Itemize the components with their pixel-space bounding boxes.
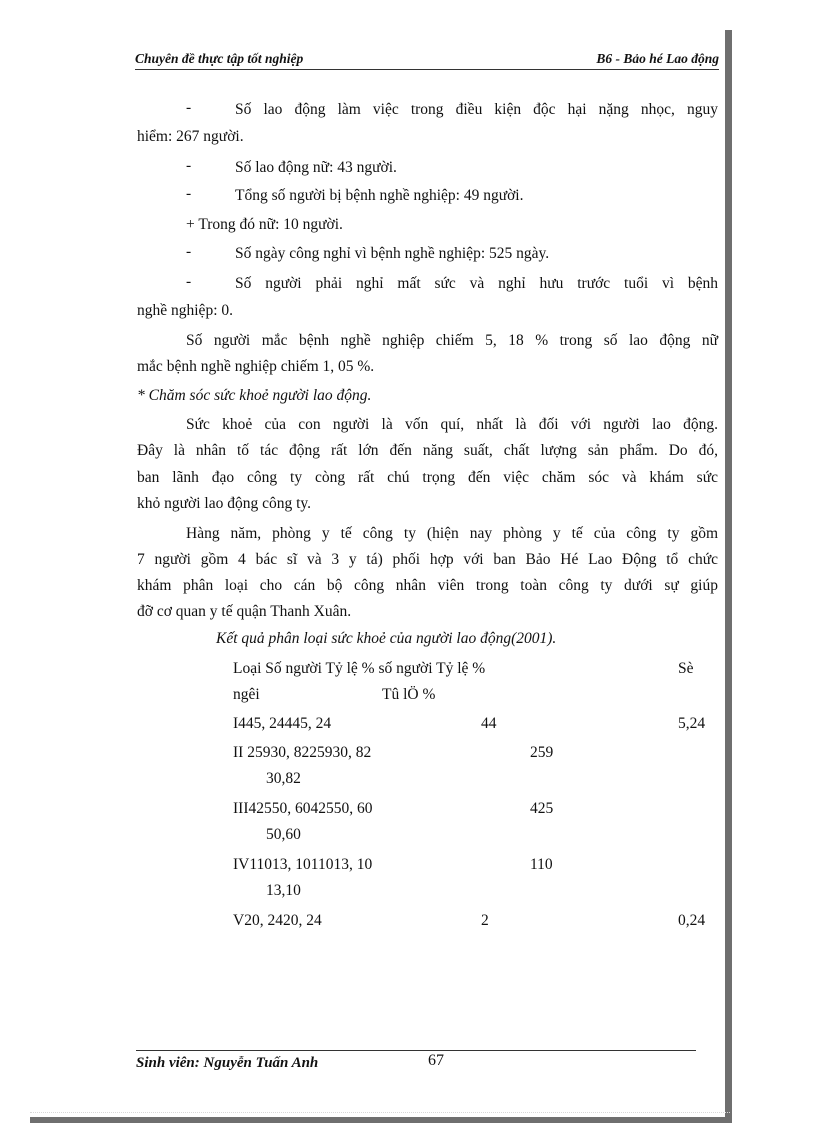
table-header-right: Sè (678, 660, 694, 677)
page-border-bottom (30, 1117, 732, 1123)
paragraph3-line4: đỡ cơ quan y tế quận Thanh Xuân. (137, 603, 352, 620)
item3-text: Tổng số người bị bệnh nghề nghiệp: 49 người. (235, 187, 524, 204)
item1-line2: hiểm: 267 người. (137, 128, 244, 145)
page-header (135, 49, 719, 70)
table-row-col-right: 0,24 (678, 912, 706, 929)
bullet-dash: - (186, 157, 192, 174)
table-row-col-mid: 44 (481, 715, 497, 732)
bullet-dash: - (186, 273, 192, 290)
footer-student: Sinh viên: Nguyễn Tuấn Anh (136, 1055, 319, 1071)
table-row-col-right: 5,24 (678, 715, 706, 732)
section-heading: * Chăm sóc sức khoẻ người lao động. (137, 387, 372, 404)
item4-text: Số ngày công nghỉ vì bệnh nghề nghiệp: 525 ngày. (235, 245, 550, 262)
table-row-col-a: V20, 2420, 24 (233, 912, 322, 929)
paragraph3-line1: Hàng năm, phòng y tế công ty (hiện nay phòng y tế của công ty gồm (186, 525, 718, 542)
table-caption: Kết quả phân loại sức khoẻ của người lao động(2001). (216, 630, 557, 647)
paragraph2-line3: ban lãnh đạo công ty còng rất chú trọng đến việc chăm sóc và khám sức (137, 469, 718, 486)
paragraph2-line4: khỏ người lao động công ty. (137, 495, 312, 512)
table-row-col-b: 30,82 (266, 770, 301, 787)
table-row-col-mid: 425 (530, 800, 554, 817)
paragraph1-line2: mắc bệnh nghề nghiệp chiếm 1, 05 %. (137, 358, 375, 375)
header-title: Chuyên đề thực tập tốt nghiệp (135, 51, 304, 66)
footer-rule (136, 1050, 696, 1051)
paragraph1-line1: Số người mắc bệnh nghề nghiệp chiếm 5, 18 % trong số lao động nữ (186, 332, 718, 349)
paragraph3-line2: 7 người gồm 4 bác sĩ và 3 y tá) phối hợp với ban Bảo Hé Lao Động tổ chức (137, 551, 718, 568)
bullet-dash: - (186, 185, 192, 202)
item1-line1: Số lao động làm việc trong điều kiện độc hại nặng nhọc, nguy (235, 101, 718, 118)
table-row-col-mid: 259 (530, 744, 554, 761)
item3-sub-text: + Trong đó nữ: 10 người. (186, 216, 343, 233)
page-number: 67 (428, 1052, 444, 1069)
table-row-col-a: I445, 24445, 24 (233, 715, 332, 732)
item5-line2: nghề nghiệp: 0. (137, 302, 233, 319)
paragraph2-line1: Sức khoẻ của con người là vốn quí, nhất là đối với người lao động. (186, 416, 718, 433)
paragraph3-line3: khám phân loại cho cán bộ công nhân viên trong toàn công ty dưới sự giúp (137, 577, 718, 594)
bullet-dash: - (186, 99, 192, 116)
table-header-line2a: ngêi (233, 686, 260, 703)
table-header-line1: Loại Số người Tỷ lệ % số người Tỷ lệ % (233, 660, 486, 677)
table-row-col-mid: 2 (481, 912, 489, 929)
header-section: B6 - Bảo hé Lao động (596, 51, 719, 66)
table-header-line2b: Tû lÖ % (382, 686, 436, 703)
table-row-col-mid: 110 (530, 856, 553, 873)
item2-text: Số lao động nữ: 43 người. (235, 159, 397, 176)
table-row-col-b: 50,60 (266, 826, 301, 843)
item5-line1: Số người phải nghỉ mất sức và nghỉ hưu trước tuổi vì bệnh (235, 275, 718, 292)
dotted-rule (30, 1112, 730, 1113)
bullet-dash: - (186, 243, 192, 260)
table-row-col-a: III42550, 6042550, 60 (233, 800, 373, 817)
table-row-col-a: IV11013, 1011013, 10 (233, 856, 373, 873)
table-row-col-b: 13,10 (266, 882, 301, 899)
paragraph2-line2: Đây là nhân tố tác động rất lớn đến năng suất, chất lượng sản phẩm. Do đó, (137, 442, 718, 459)
table-row-col-a: II 25930, 8225930, 82 (233, 744, 372, 761)
